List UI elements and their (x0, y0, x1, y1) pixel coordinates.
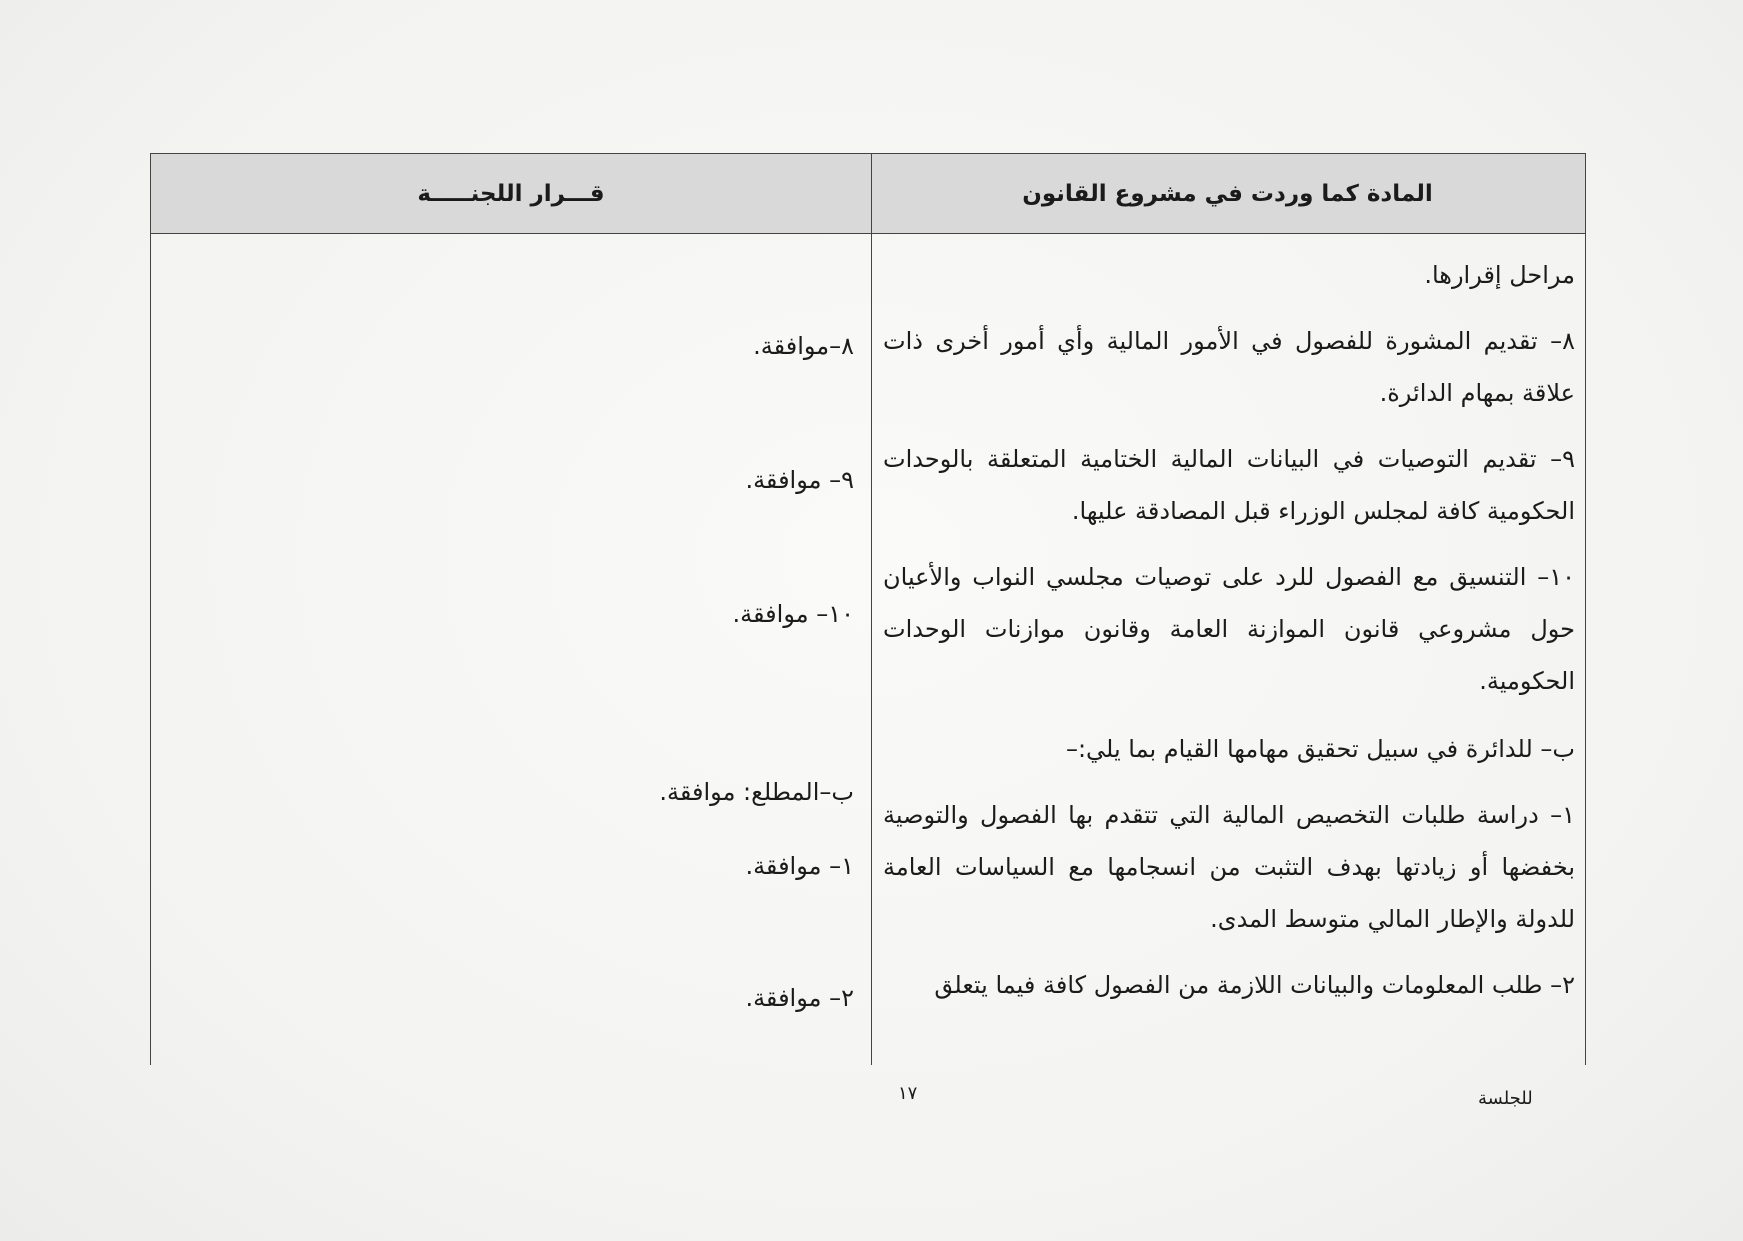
decision-item: ١– موافقة. (745, 852, 854, 880)
article-column (883, 249, 1575, 1011)
article-paragraph: ١٠– التنسيق مع الفصول للرد على توصيات مجلسي النواب والأعيان حول مشروعي قانون الموازنة العامة وقانون موازنات الوحدات الحكومية. (883, 563, 1575, 695)
page-number: ١٧ (898, 1083, 918, 1104)
decision-item: ١٠– موافقة. (732, 600, 854, 628)
decision-item: ٩– موافقة. (745, 466, 854, 494)
decision-item: ب–المطلع: موافقة. (659, 778, 854, 806)
decision-item: ٨–موافقة. (753, 332, 854, 360)
comparison-table (150, 153, 1586, 1065)
decision-column (151, 154, 866, 1065)
header-article-column: المادة كما وردت في مشروع القانون (1022, 181, 1433, 207)
article-paragraph: ٢– طلب المعلومات والبيانات اللازمة من الفصول كافة فيما يتعلق (934, 971, 1575, 999)
header-decision-column: قـــرار اللجنـــــة (417, 181, 605, 207)
footer-label: للجلسة (1478, 1088, 1533, 1109)
article-paragraph: ٩– تقديم التوصيات في البيانات المالية الختامية المتعلقة بالوحدات الحكومية كافة لمجلس الوزراء قبل المصادقة عليها. (883, 445, 1575, 525)
decision-item: ٢– موافقة. (745, 984, 854, 1012)
article-paragraph: ١– دراسة طلبات التخصيص المالية التي تتقدم بها الفصول والتوصية بخفضها أو زيادتها بهدف التثبت من انسجامها مع السياسات العامة للدولة والإطار المالي متوسط المدى. (883, 801, 1575, 933)
article-paragraph: مراحل إقرارها. (1424, 261, 1575, 289)
column-divider (871, 154, 872, 1065)
article-paragraph: ب– للدائرة في سبيل تحقيق مهامها القيام بما يلي:– (1065, 735, 1575, 763)
article-paragraph: ٨– تقديم المشورة للفصول في الأمور المالية وأي أمور أخرى ذات علاقة بمهام الدائرة. (883, 327, 1575, 407)
